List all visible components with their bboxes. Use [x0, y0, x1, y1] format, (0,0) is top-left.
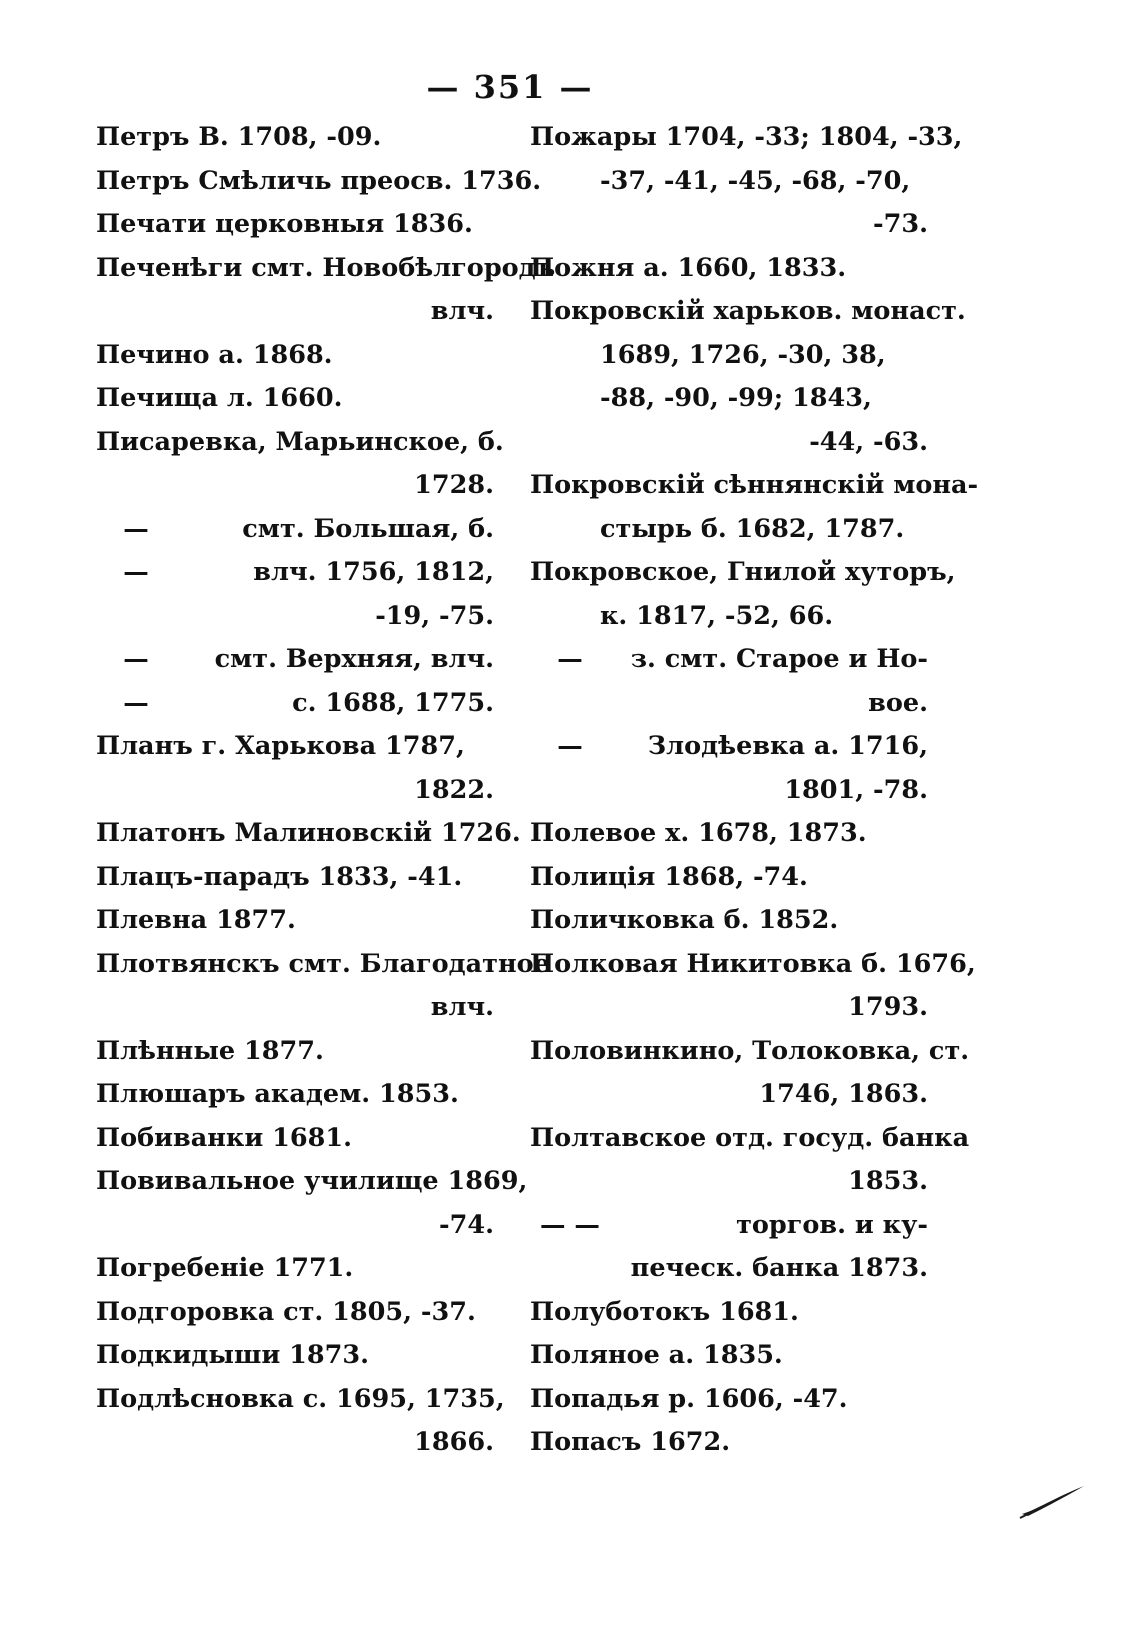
- index-entry: [530, 725, 928, 812]
- index-entry-dash-row: [96, 551, 494, 595]
- ditto-dash: —: [123, 557, 149, 587]
- index-entry-text: Поличковка б. 1852.: [530, 905, 839, 935]
- index-entry-continuation: -44, -63.: [809, 426, 928, 457]
- index-entry: [96, 377, 494, 421]
- index-entry-continuation: -19, -75.: [375, 600, 494, 631]
- ditto-dash: —: [123, 644, 149, 674]
- index-entry-text: Попадья р. 1606, -47.: [530, 1383, 848, 1414]
- index-entry: [530, 1378, 928, 1422]
- index-entry: [530, 290, 966, 464]
- index-entry-text: Плевна 1877.: [96, 905, 296, 935]
- index-entry: [530, 1117, 970, 1204]
- index-entry-continuation: к. 1817, -52, 66.: [600, 600, 834, 631]
- index-entry-text: с. 1688, 1775.: [292, 687, 494, 718]
- index-entry-text: Повивальное училище 1869,: [96, 1166, 528, 1196]
- index-entry-continuation: -74.: [439, 1209, 494, 1240]
- index-entry-text: Полевое х. 1678, 1873.: [530, 818, 867, 848]
- index-entry-text: смт. Верхняя, влч.: [214, 644, 494, 674]
- index-entry: [530, 943, 976, 1030]
- index-entry-text: Полиція 1868, -74.: [530, 861, 808, 892]
- index-entry: [530, 1291, 928, 1335]
- index-entry-continuation: вое.: [868, 687, 928, 718]
- index-entry-dash-row: [96, 508, 494, 552]
- index-entry: [530, 1334, 928, 1378]
- index-entry-text: Покровское, Гнилой хуторъ,: [530, 557, 956, 587]
- index-entry-continuation: влч.: [430, 992, 494, 1022]
- index-entry-text: Покровскій харьков. монаст.: [530, 296, 966, 326]
- index-entry-continuation: -88, -90, -99; 1843,: [600, 383, 872, 413]
- index-entry-continuation: 1866.: [414, 1427, 494, 1457]
- index-entry: [96, 1291, 494, 1335]
- index-entry: [530, 638, 928, 725]
- index-entry-continuation: влч.: [430, 296, 494, 326]
- index-entry-text: Подгоровка ст. 1805, -37.: [96, 1296, 476, 1327]
- index-entry-text: Плюшаръ академ. 1853.: [96, 1079, 459, 1109]
- index-entry: [96, 203, 494, 247]
- index-entry-dash-row: [530, 1204, 928, 1248]
- index-entry: [96, 1378, 505, 1465]
- left-column: [96, 116, 556, 1465]
- index-entry: [96, 682, 494, 726]
- index-entry-dash-row: [96, 682, 494, 726]
- index-entry-text: торгов. и ку-: [736, 1209, 928, 1240]
- index-entry-dash-row: [530, 725, 928, 769]
- index-entry-text: Плацъ-парадъ 1833, -41.: [96, 861, 463, 892]
- index-entry-continuation: 1728.: [414, 470, 494, 500]
- index-entry-text: Полковая Никитовка б. 1676,: [530, 948, 976, 979]
- index-entry-dash-row: [530, 638, 928, 682]
- index-entry: [530, 116, 963, 247]
- index-entry-continuation: 1853.: [848, 1166, 928, 1196]
- index-entry: [96, 1030, 494, 1074]
- index-entry: [530, 812, 928, 856]
- index-entry-text: Поляное а. 1835.: [530, 1340, 783, 1370]
- index-entry-continuation: 1689, 1726, -30, 38,: [600, 339, 886, 370]
- ditto-dash: — —: [540, 1209, 600, 1240]
- index-entry-text: Печино а. 1868.: [96, 339, 333, 370]
- index-entry-text: Злодѣевка а. 1716,: [647, 731, 928, 761]
- index-entry-dash-row: [96, 638, 494, 682]
- ditto-dash: —: [557, 731, 583, 761]
- index-entry-text: Пожня а. 1660, 1833.: [530, 252, 847, 283]
- index-entry: [96, 334, 494, 378]
- index-entry: [96, 160, 542, 204]
- ditto-dash: —: [123, 687, 149, 718]
- index-entry-text: Побиванки 1681.: [96, 1122, 352, 1153]
- index-entry-text: Попасъ 1672.: [530, 1427, 731, 1457]
- index-entry-continuation: 1822.: [414, 774, 494, 805]
- index-entry: [530, 551, 956, 638]
- index-entry-text: Плѣнные 1877.: [96, 1035, 324, 1066]
- index-entry-text: Подлѣсновка с. 1695, 1735,: [96, 1383, 505, 1414]
- index-entry: [530, 1204, 928, 1291]
- index-entry: [530, 464, 979, 551]
- index-entry-text: Покровскій сѣннянскій мона-: [530, 470, 979, 500]
- index-entry: [96, 508, 494, 552]
- index-entry: [96, 638, 494, 682]
- index-entry: [96, 1334, 494, 1378]
- index-entry-continuation: стырь б. 1682, 1787.: [600, 513, 905, 544]
- index-entry: [96, 899, 494, 943]
- index-entry-continuation: печеск. банка 1873.: [630, 1253, 928, 1283]
- index-entry-continuation: 1801, -78.: [784, 774, 928, 805]
- index-entry-text: Погребеніе 1771.: [96, 1253, 354, 1283]
- index-entry-text: Печенѣги смт. Новобѣлгородъ: [96, 252, 556, 283]
- index-entry-text: Плотвянскъ смт. Благодатное: [96, 948, 550, 979]
- index-entry-text: Половинкино, Толоковка, ст.: [530, 1035, 970, 1066]
- index-entry-text: Полуботокъ 1681.: [530, 1296, 799, 1327]
- ink-mark-decoration: [1018, 1480, 1088, 1520]
- index-entry-text: Печища л. 1660.: [96, 383, 343, 413]
- index-entry: [530, 856, 928, 900]
- index-entry: [530, 1421, 928, 1465]
- index-entry: [96, 812, 521, 856]
- index-entry: [96, 421, 504, 508]
- index-entry-text: Петръ В. 1708, -09.: [96, 122, 382, 152]
- index-entry-text: Петръ Смѣличь преосв. 1736.: [96, 165, 542, 196]
- index-entry: [96, 247, 556, 334]
- ditto-dash: —: [557, 644, 583, 674]
- index-entry-continuation: -73.: [873, 209, 928, 239]
- index-entry-text: з. смт. Старое и Но-: [630, 644, 928, 674]
- index-entry-text: влч. 1756, 1812,: [253, 557, 494, 587]
- index-entry: [530, 899, 928, 943]
- index-entry: [96, 551, 494, 638]
- index-entry-continuation: 1793.: [848, 992, 928, 1022]
- index-entry: [96, 943, 550, 1030]
- index-entry-text: смт. Большая, б.: [242, 513, 494, 544]
- index-entry: [530, 1030, 970, 1117]
- ditto-dash: —: [123, 513, 149, 544]
- index-entry-text: Полтавское отд. госуд. банка: [530, 1122, 970, 1153]
- index-entry: [96, 1117, 494, 1161]
- index-entry: [96, 725, 494, 812]
- index-entry-continuation: -37, -41, -45, -68, -70,: [600, 165, 911, 196]
- index-entry-text: Печати церковныя 1836.: [96, 209, 473, 239]
- index-entry-text: Пожары 1704, -33; 1804, -33,: [530, 122, 963, 152]
- right-column: [530, 116, 979, 1465]
- index-entry: [96, 116, 494, 160]
- index-entry-text: Планъ г. Харькова 1787,: [96, 731, 465, 761]
- index-entry: [96, 1160, 528, 1247]
- index-entry: [96, 1073, 494, 1117]
- index-entry-continuation: 1746, 1863.: [759, 1079, 928, 1109]
- index-entry-text: Писаревка, Марьинское, б.: [96, 426, 504, 457]
- index-entry: [96, 1247, 494, 1291]
- index-entry: [96, 856, 494, 900]
- index-entry-text: Платонъ Малиновскій 1726.: [96, 818, 521, 848]
- index-entry-text: Подкидыши 1873.: [96, 1340, 370, 1370]
- index-entry: [530, 247, 928, 291]
- page-number: — 351 —: [426, 68, 594, 106]
